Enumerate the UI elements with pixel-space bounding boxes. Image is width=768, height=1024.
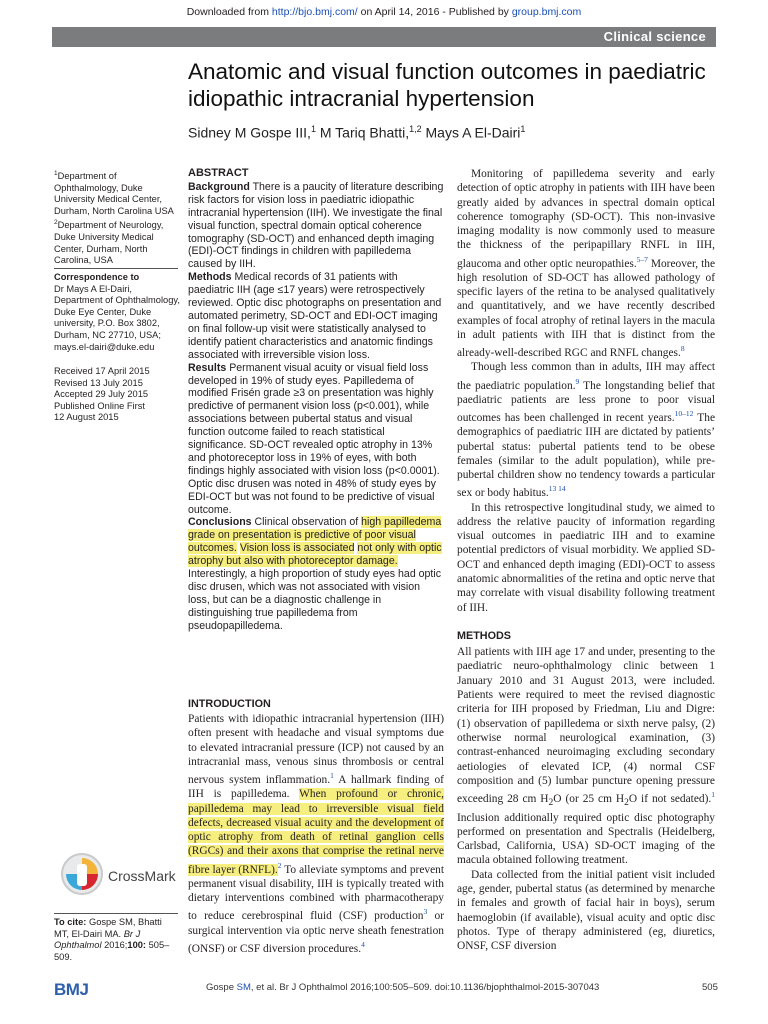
author-affiliation: 1 <box>520 124 526 134</box>
affiliations <box>54 168 180 267</box>
history-line: Revised 13 July 2015 <box>54 377 143 388</box>
author-list <box>188 124 525 141</box>
right-column <box>457 167 715 954</box>
abstract-heading: ABSTRACT <box>188 167 249 179</box>
page-footer: Gospe SM, et al. Br J Ophthalmol 2016;100:505–509. doi:10.1136/bjophthalmol-2015-307043 <box>206 982 600 993</box>
reference-link[interactable]: 3 <box>423 907 428 917</box>
history-line: Published Online First <box>54 400 145 411</box>
author-name: M Tariq Bhatti, <box>319 124 410 141</box>
section-label: Clinical science <box>603 29 706 44</box>
abstract-background: Background There is a paucity of literature describing risk factors for vision loss in paediatric idiopathic intracranial hypertension (IIH). We investigate the final visual function, spectral domain optical coherence tomography (SD-OCT) and enhanced depth imaging (EDI)-OCT findings in children with papilledema caused by IIH. <box>188 180 444 271</box>
reference-link[interactable]: 8 <box>680 344 685 354</box>
article-title: Anatomic and visual function outcomes in paediatric idiopathic intracranial hypertension <box>188 59 706 111</box>
paragraph: In this retrospective longitudinal study, we aimed to address the relative paucity of information regarding visual outcomes in paediatric IIH and to examine potential predictors of visual morbidity. We applied SD-OCT and enhanced depth imaging (EDI)-OCT to assess anatomic abnormalities of the retina and optic nerve that may correlate with visual disability following treatment of IIH. <box>457 501 715 614</box>
paragraph: Data collected from the initial patient visit included age, gender, pubertal status (as determined by menarche in females and growth of facial hair in boys), serum haemoglobin (if available), visual acuity and optic disc photos. Type of therapy administered (eg, diuretics, ONSF, CSF diversion <box>457 868 715 953</box>
highlight: not only with optic atrophy but also with photoreceptor damage. <box>188 542 442 568</box>
crossmark-label: CrossMark <box>108 868 176 884</box>
affiliation-2: $^2$Department of Neurology, Duke University Medical Center, Durham, North Carolina, USA <box>54 219 164 266</box>
correspondence-heading: Correspondence to <box>54 272 140 282</box>
history-line: Received 17 April 2015 <box>54 366 150 376</box>
highlight: high papilledema grade on presentation is predictive of poor visual outcomes. <box>188 516 442 555</box>
bmj-logo: BMJ <box>54 980 89 999</box>
article-history <box>54 366 180 424</box>
affiliation-1: $^1$Department of Ophthalmology, Duke University Medical Center, Durham, North Carolina USA <box>54 170 174 216</box>
abstract-conclusions: Conclusions Clinical observation of high papilledema grade on presentation is predictive of poor visual outcomes. Vision loss is associated not only with optic atrophy but also with photoreceptor damage. Interestingly, a high proportion of study eyes had optic disc drusen, which was not associated with vision loss, but can be a diagnostic challenge in distinguishing true papilledema from pseudopapilledema. <box>188 516 442 632</box>
abstract-methods: Methods Medical records of 31 patients with paediatric IIH (age ≤17 years) were retrospectively reviewed. Optic disc photographs on presentation and automated perimetry, SD-OCT and EDI-OCT imaging on final follow-up visit were statistically analysed to identify patient characteristics and anatomic findings associated with irreversible vision loss. <box>188 271 442 361</box>
abstract-results: Results Permanent visual acuity or visual field loss developed in 19% of study eyes. Papilledema of modified Frisén grade ≥3 on presentation was highly predictive of permanent vision loss (p<0.001), while associations between pubertal status and visual function outcome failed to reach statistical significance. SD-OCT revealed optic atrophy in 13% and photoreceptor loss in 19% of eyes, with both findings highly associated with vision loss (p<0.0001). Optic disc drusen was noted in 48% of study eyes by EDI-OCT but was not found to be predictive of visual outcome. <box>188 361 440 516</box>
highlight: When profound or chronic, papilledema may lead to irreversible visual field defects, decreased visual acuity and the development of optic atrophy from death of retinal ganglion cells (RGCs) and their axons that comprise the retinal nerve fibre layer (RNFL). <box>188 788 444 876</box>
reference-link[interactable]: 1 <box>330 771 334 781</box>
introduction-text: Patients with idiopathic intracranial hypertension (IIH) often present with headache and visual symptoms due to elevated intracranial pressure (ICP) not caused by an intracranial mass, venous sinus thrombosis or central nervous system inflammation.$^1$ A hallmark finding of IIH is papilledema. When profound or chronic, papilledema may lead to irreversible visual field defects, decreased visual acuity and the development of optic atrophy from death of retinal ganglion cells (RGCs) and their axons that comprise the retinal nerve fibre layer (RNFL).$^2$ To alleviate symptoms and prevent permanent visual disability, IIH is typically treated with dietary interventions combined with pharmacotherapy to reduce cerebrospinal fluid (CSF) production$^3$ or surgical intervention via optic nerve sheath fenestration (ONSF) or CSF diversion procedures.$^4$ <box>188 713 444 955</box>
paragraph: Monitoring of papilledema severity and early detection of optic atrophy in patients with IIH have been greatly aided by advances in spectral domain optical coherence tomography (SD-OCT). This non-invasive imaging modality is now commonly used to measure the thickness of the peripapillary RNFL in IIH, glaucoma and other optic neuropathies.$^{5-7}$ Moreover, the high resolution of SD-OCT has allowed pathology of specific layers of the retina to be analysed qualitatively and quantitatively, and we have recently described examples of focal atrophy of retinal layers in the macula in adult patients with IIH that is distinct from the already-well-described RGC and RNFL changes.$^8$ <box>457 168 715 360</box>
journal-link[interactable]: http://bjo.bmj.com/ <box>271 6 358 18</box>
reference-link[interactable]: 5–7 <box>636 254 648 264</box>
history-line: Accepted 29 July 2015 <box>54 389 149 400</box>
sidebar-divider <box>54 268 178 269</box>
section-bar <box>52 27 716 47</box>
page-number: 505 <box>702 982 718 993</box>
paragraph: Though less common than in adults, IIH may affect the paediatric population.$^9$ The longstanding belief that paediatric patients are less prone to poor visual outcomes has been challenged in recent years.$^{10-12}$ The demographics of paediatric IIH are dictated by patients’ pubertal status: pubertal patients tend to be obese females (similar to the adult population), while pre-pubertal children show no tendency towards a particular sex or body habitus.$^{13 14}$ <box>457 361 715 500</box>
reference-link[interactable]: 13 14 <box>548 484 566 494</box>
author-highlight: SM <box>236 982 251 993</box>
crossmark-icon <box>60 852 104 896</box>
correspondence <box>54 272 180 353</box>
download-notice: Downloaded from http://bjo.bmj.com/ on April 14, 2016 - Published by group.bmj.com <box>186 6 582 18</box>
author-name: Sidney M Gospe III, <box>188 124 311 141</box>
author-affiliation: 1,2 <box>409 124 422 134</box>
reference-link[interactable]: 9 <box>575 376 580 386</box>
introduction-heading: INTRODUCTION <box>188 698 271 710</box>
crossmark-badge[interactable] <box>60 852 190 904</box>
author-name: Mays A El-Dairi <box>425 124 521 141</box>
reference-link[interactable]: 1 <box>711 790 715 800</box>
abstract <box>188 167 444 633</box>
correspondence-address: Dr Mays A El-Dairi, Department of Ophthalmology, Duke Eye Center, Duke university, P.O. Box 3802, Durham, NC 27710, USA; mays.el-dairi@duke.edu <box>54 283 180 352</box>
citation-box: To cite: Gospe SM, Bhatti MT, El-Dairi MA. Br J Ophthalmol 2016;100: 505–509. <box>54 913 178 963</box>
paragraph: All patients with IIH age 17 and under, presenting to the paediatric neuro-ophthalmology clinic between 1 January 2010 and 31 August 2013, were included. Patients were required to meet the revised diagnostic criteria for IIH proposed by Friedman, Liu and Digre: (1) observation of papilledema or sixth nerve palsy, (2) otherwise normal neurological examination, (3) contrast-enhanced neuroimaging excluding secondary aetiologies of elevated ICP, (4) normal CSF composition and (5) lumbar puncture opening pressure exceeding 28 cm $H_2O$ (or 25 cm $H_2O$ if not sedated).$^1$ Inclusion additionally required optic disc photography performed on presentation and Spectralis (Heidelberg, Carlsbad, California, USA) SD-OCT imaging of the macula obtained following treatment. <box>457 646 715 867</box>
reference-link[interactable]: 2 <box>277 860 282 870</box>
reference-link[interactable]: 4 <box>361 939 365 949</box>
publisher-link[interactable]: group.bmj.com <box>511 6 582 18</box>
methods-heading: METHODS <box>457 629 511 642</box>
highlight: Vision loss is associated <box>239 542 355 555</box>
reference-link[interactable]: 10–12 <box>674 409 694 419</box>
history-line: 12 August 2015 <box>54 412 119 423</box>
author-affiliation: 1 <box>310 124 316 134</box>
